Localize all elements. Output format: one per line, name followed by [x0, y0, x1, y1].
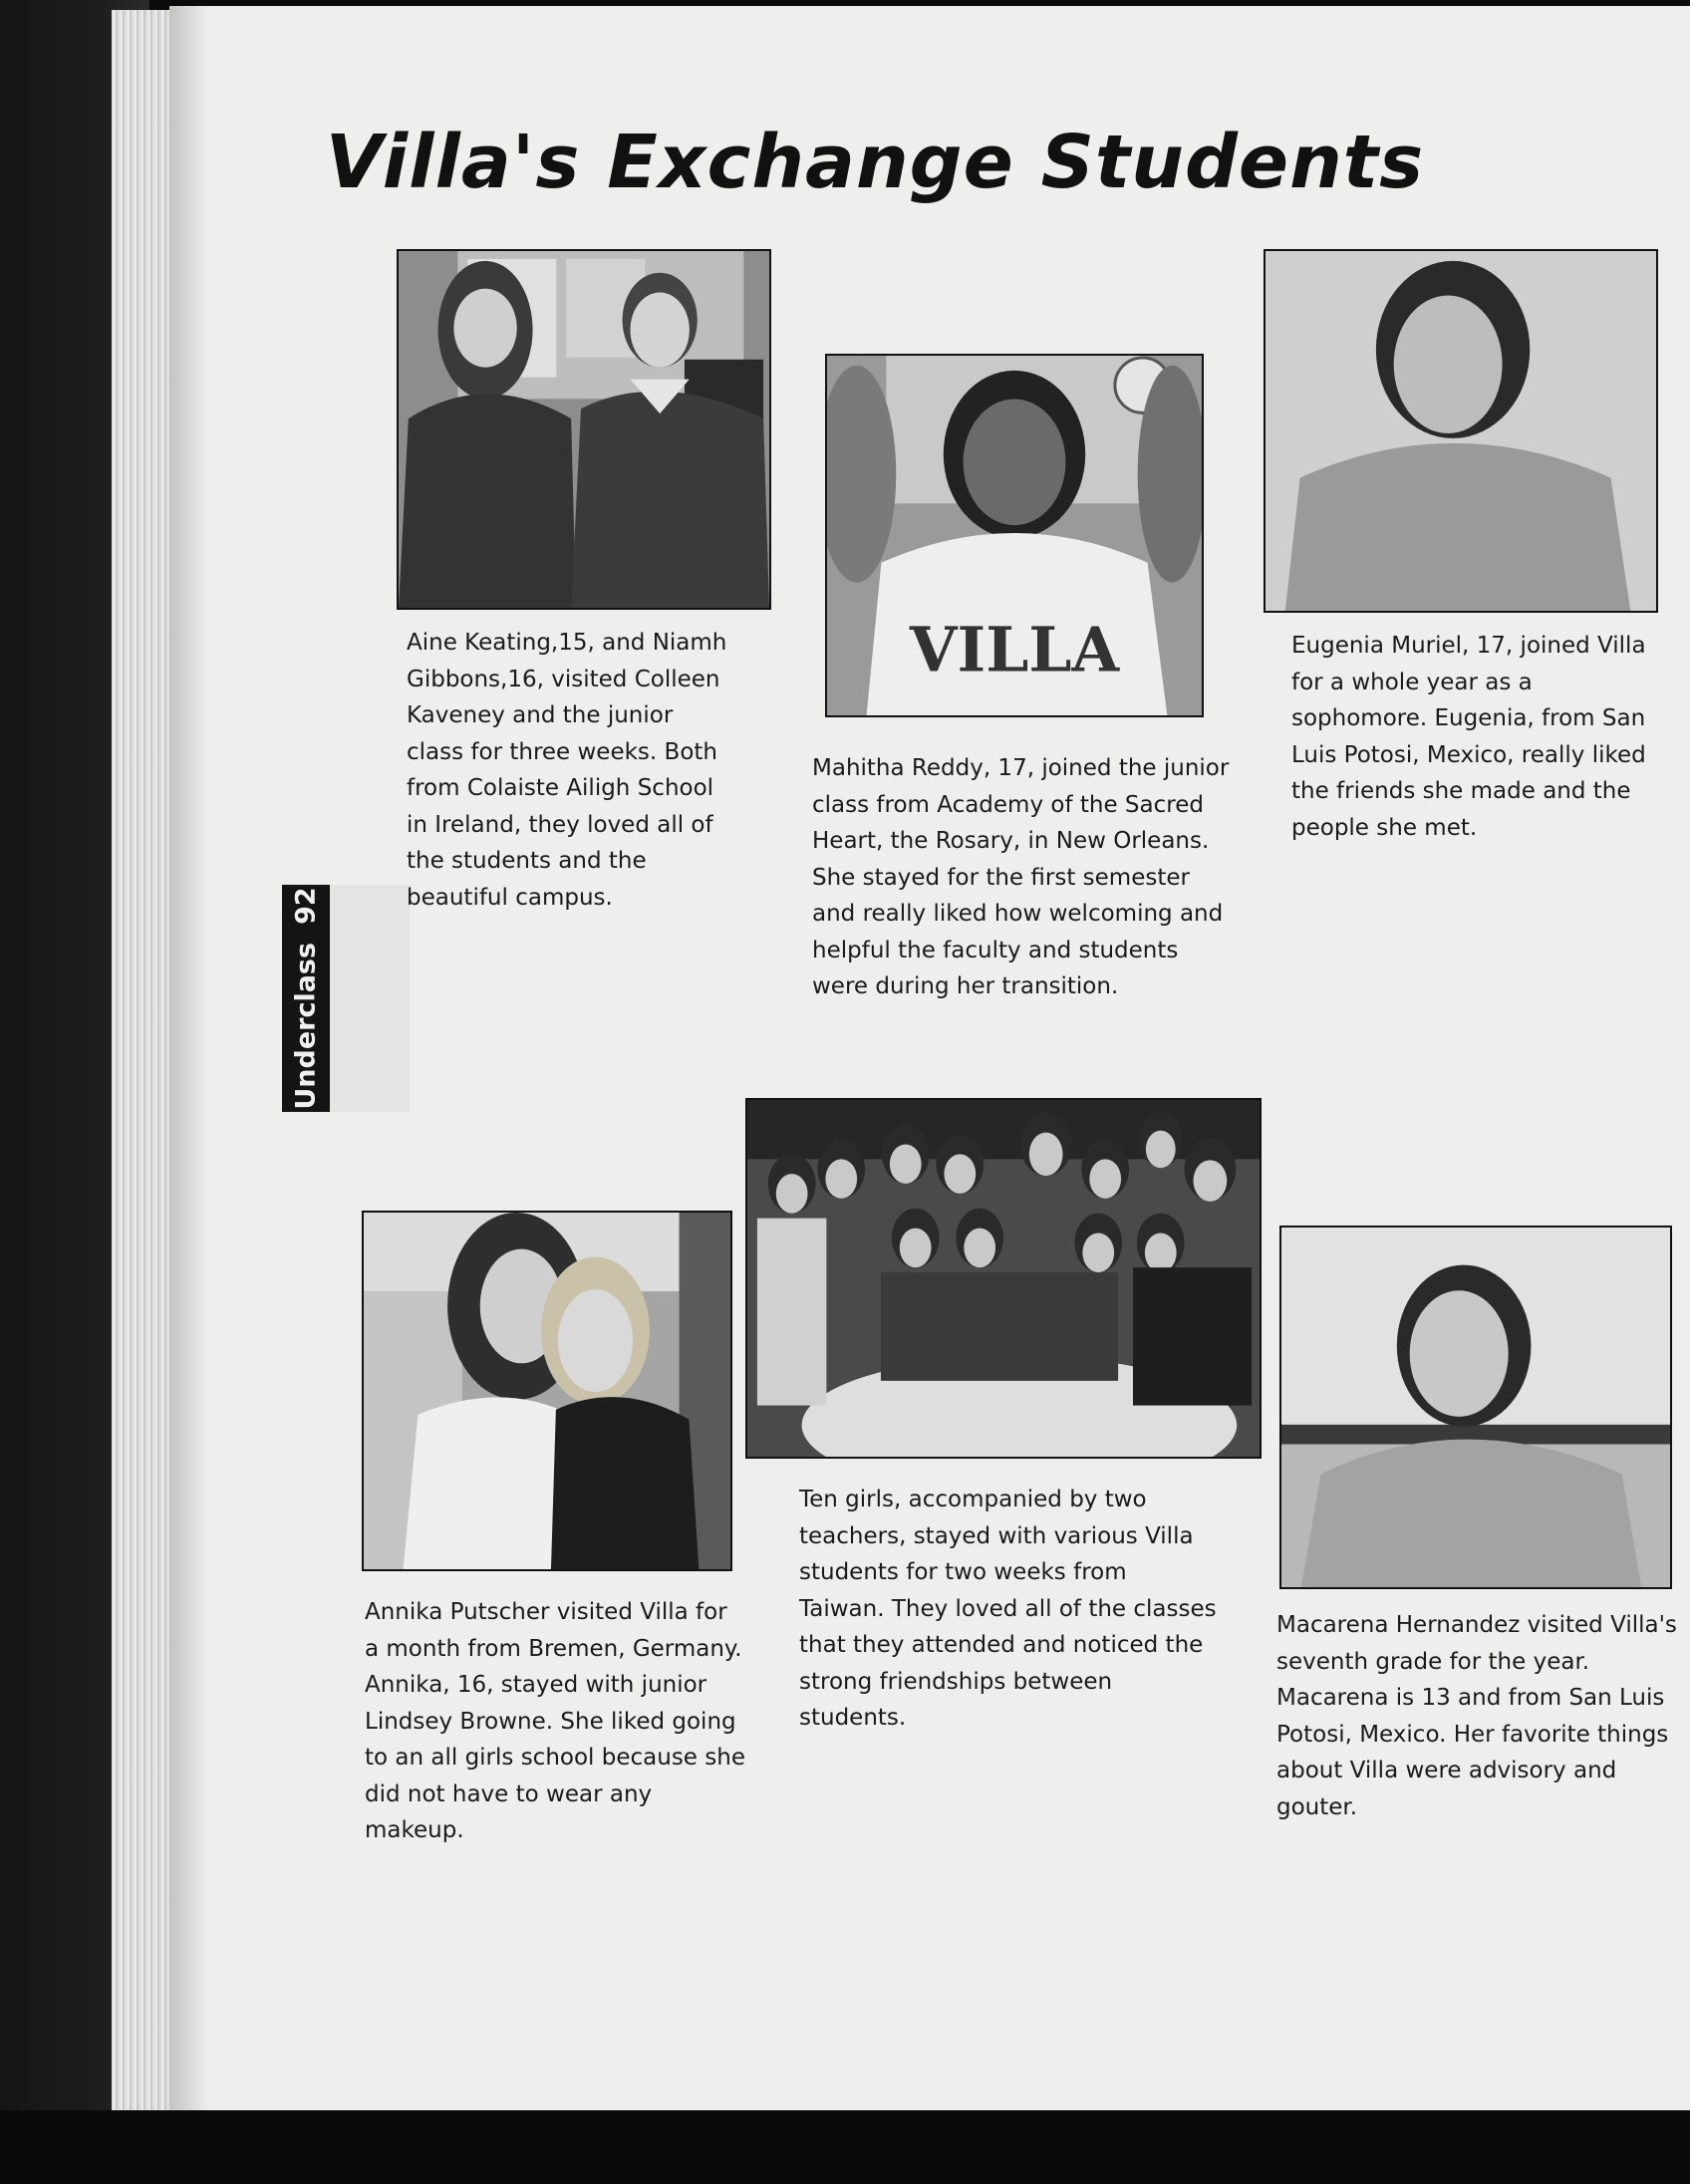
page-number: 92 — [290, 887, 322, 925]
caption-eugenia: Eugenia Muriel, 17, joined Villa for a whole year as a sophomore. Eugenia, from San Luis Potosi, Mexico, really liked the friends she made and the people she met. — [1291, 633, 1646, 841]
gutter-shadow — [169, 6, 209, 2110]
photo-mahitha — [825, 354, 1204, 717]
page-title: Villa's Exchange Students — [325, 120, 1425, 205]
caption-mahitha: Mahitha Reddy, 17, joined the junior class from Academy of the Sacred Heart, the Rosary, in New Orleans. She stayed for the first semester and really liked how welcoming and helpful the faculty and students were during her transition. — [812, 755, 1230, 999]
scan-background — [0, 2110, 1690, 2184]
caption-macarena: Macarena Hernandez visited Villa's seventh grade for the year. Macarena is 13 and from San Luis Potosi, Mexico. Her favorite things about Villa were advisory and gouter. — [1276, 1612, 1677, 1820]
tab-shade — [330, 885, 410, 1112]
section-label: Underclass — [290, 942, 322, 1110]
caption-aine-niamh: Aine Keating,15, and Niamh Gibbons,16, visited Colleen Kaveney and the junior class for three weeks. Both from Colaiste Ailigh School in Ireland, they loved all of the students and the beautiful campus. — [407, 630, 727, 911]
caption-annika-lindsey: Annika Putscher visited Villa for a month from Bremen, Germany. Annika, 16, stayed with junior Lindsey Browne. She liked going to an all girls school because she did not have to wear any makeup. — [365, 1599, 745, 1843]
photo-eugenia — [1264, 249, 1658, 613]
photo-annika-lindsey — [362, 1211, 732, 1571]
section-tab-text — [291, 887, 322, 1109]
photo-macarena — [1279, 1226, 1672, 1589]
shirt-text: VILLA — [909, 614, 1120, 686]
photo-aine-niamh — [397, 249, 771, 610]
caption-taiwan-group: Ten girls, accompanied by two teachers, stayed with various Villa students for two weeks from Taiwan. They loved all of the classes that they attended and noticed the strong friendships between students. — [799, 1487, 1217, 1731]
photo-taiwan-group — [745, 1098, 1262, 1459]
